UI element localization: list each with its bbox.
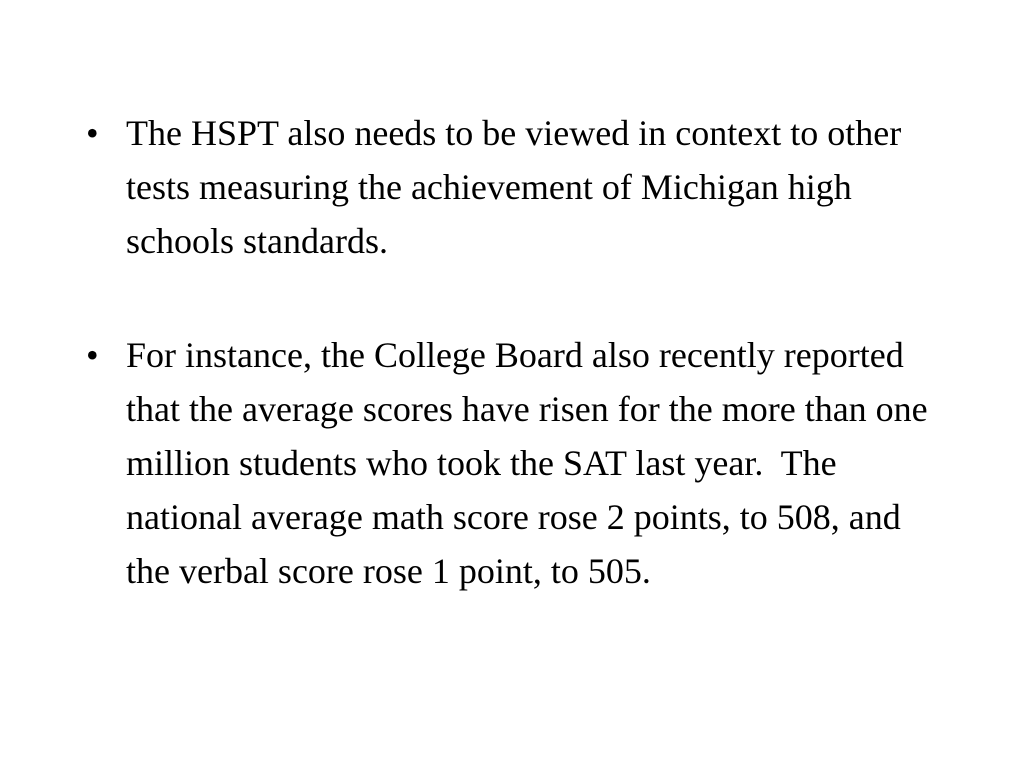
bullet-dot-icon: • xyxy=(86,113,99,153)
bullet-dot-icon: • xyxy=(86,335,99,375)
bullet-text: The HSPT also needs to be viewed in context to other tests measuring the achievement of Michigan high schools standards. xyxy=(126,113,911,261)
bullet-list xyxy=(83,106,943,598)
bullet-item xyxy=(83,106,943,268)
bullet-text: For instance, the College Board also recently reported that the average scores have risen for the more than one million students who took the SAT last year. The national average math score rose 2 points, to 508, and the verbal score rose 1 point, to 505. xyxy=(126,335,937,591)
bullet-item xyxy=(83,328,943,598)
